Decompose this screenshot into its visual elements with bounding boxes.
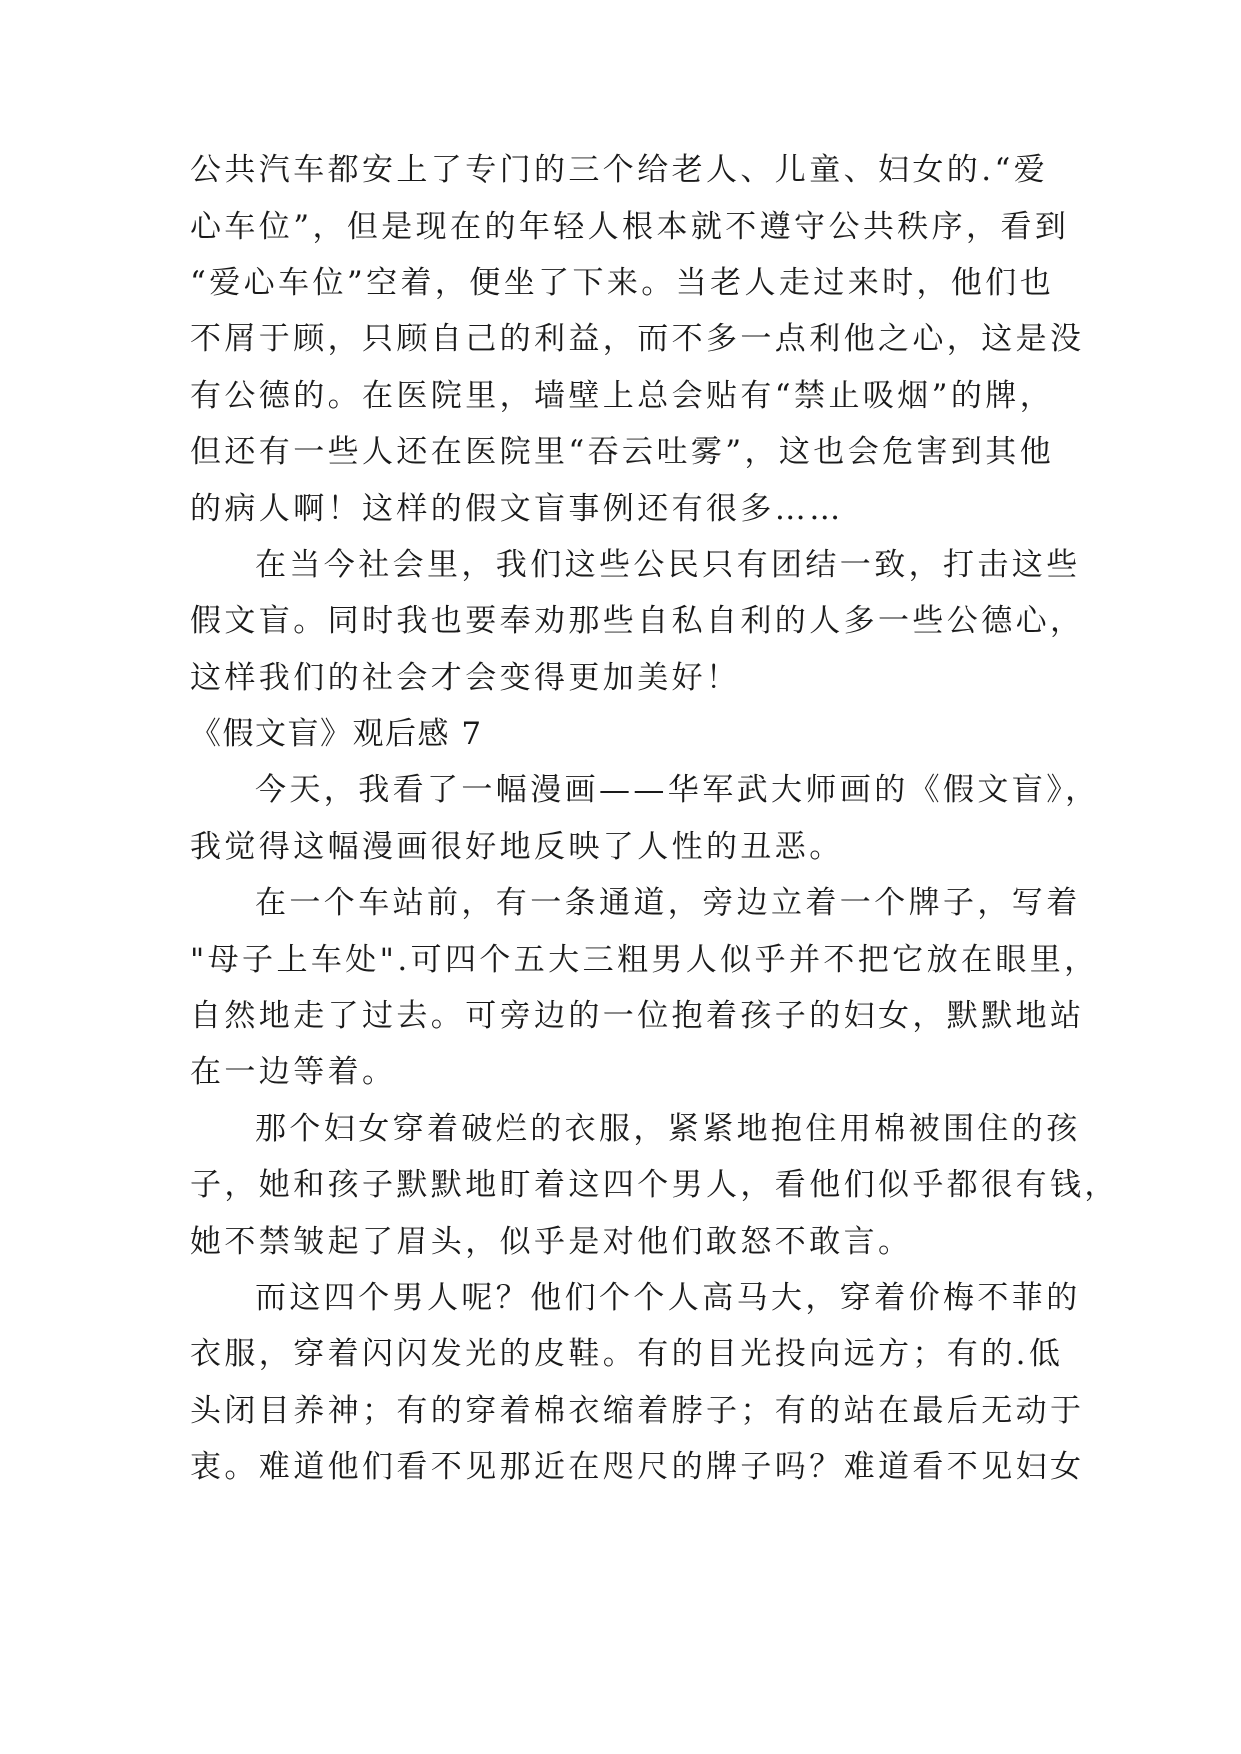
paragraph-first-line: 今天，我看了一幅漫画——华军武大师画的《假文盲》，	[255, 772, 1100, 808]
text-line: 但还有一些人还在医院里“吞云吐雾”，这也会危害到其他	[190, 434, 1055, 470]
text-line: "母子上车处".可四个五大三粗男人似乎并不把它放在眼里，	[190, 942, 1099, 978]
text-line: 心车位”，但是现在的年轻人根本就不遵守公共秩序，看到	[190, 209, 1070, 245]
text-line: 自然地走了过去。可旁边的一位抱着孩子的妇女，默默地站	[190, 998, 1085, 1034]
text-line: 头闭目养神；有的穿着棉衣缩着脖子；有的站在最后无动于	[190, 1393, 1085, 1429]
paragraph-first-line: 而这四个男人呢？他们个个人高马大，穿着价梅不菲的	[255, 1280, 1081, 1316]
text-line: 她不禁皱起了眉头，似乎是对他们敢怒不敢言。	[190, 1224, 913, 1260]
text-line: 子，她和孩子默默地盯着这四个男人，看他们似乎都很有钱，	[190, 1167, 1119, 1203]
paragraph-first-line: 在当今社会里，我们这些公民只有团结一致，打击这些	[255, 547, 1081, 583]
text-line: “爱心车位”空着，便坐了下来。当老人走过来时，他们也	[190, 265, 1055, 301]
text-line: 衣服，穿着闪闪发光的皮鞋。有的目光投向远方；有的.低	[190, 1336, 1064, 1372]
text-line: 这样我们的社会才会变得更加美好！	[190, 660, 741, 696]
text-line: 衷。难道他们看不见那近在咫尺的牌子吗？难道看不见妇女	[190, 1449, 1085, 1485]
text-line: 不屑于顾，只顾自己的利益，而不多一点利他之心，这是没	[190, 321, 1085, 357]
text-line: 有公德的。在医院里，墙壁上总会贴有“禁止吸烟”的牌，	[190, 378, 1055, 414]
text-line: 我觉得这幅漫画很好地反映了人性的丑恶。	[190, 829, 844, 865]
section-heading: 《假文盲》观后感 7	[190, 716, 483, 752]
text-line: 在一边等着。	[190, 1054, 397, 1090]
text-line: 的病人啊！这样的假文盲事例还有很多……	[190, 491, 844, 527]
text-line: 假文盲。同时我也要奉劝那些自私自利的人多一些公德心，	[190, 603, 1085, 639]
text-line: 公共汽车都安上了专门的三个给老人、儿童、妇女的.“爱	[190, 152, 1049, 188]
paragraph-first-line: 那个妇女穿着破烂的衣服，紧紧地抱住用棉被围住的孩	[255, 1111, 1081, 1147]
paragraph-first-line: 在一个车站前，有一条通道，旁边立着一个牌子，写着	[255, 885, 1081, 921]
